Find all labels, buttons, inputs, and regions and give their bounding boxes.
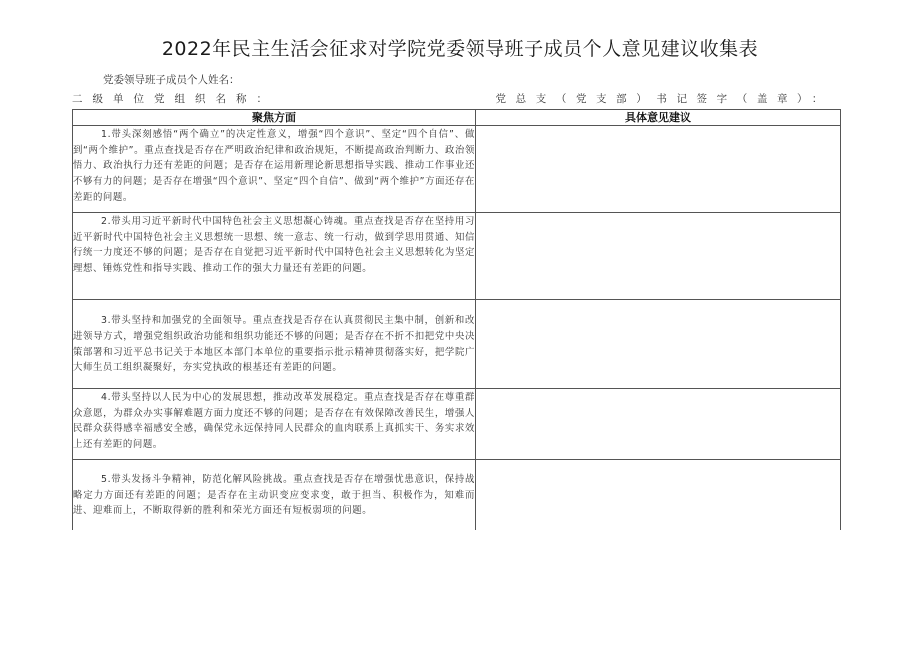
- focus-cell: [73, 213, 476, 300]
- focus-text: 1.带头深刻感悟“两个确立”的决定性意义，增强“四个意识”、坚定“四个自信”、做到“两个维护”。重点查找是否存在严明政治纪律和政治规矩，不断提高政治判断力、政治领悟力、政治执行力还有差距的问题；是否存在运用新理论新思想指导实践、推动工作事业还不够有力的问题；是否存在增强“四个意识”、坚定“四个自信”、做到“两个维护”方面还存在差距的问题。: [73, 129, 475, 203]
- focus-text: 2.带头用习近平新时代中国特色社会主义思想凝心铸魂。重点查找是否存在坚持用习近平新时代中国特色社会主义思想统一思想、统一意志、统一行动，做到学思用贯通、知信行统一力度还不够的问题；是否存在自觉把习近平新时代中国特色社会主义思想转化为坚定理想、锤炼党性和指导实践、推动工作的强大力量还有差距的问题。: [73, 216, 475, 275]
- meta-row: [72, 91, 832, 107]
- focus-text: 4.带头坚持以人民为中心的发展思想，推动改革发展稳定。重点查找是否存在尊重群众意愿，为群众办实事解难题方面力度还不够的问题；是否存在有效保障改善民生，增强人民群众获得感幸福感安全感，确保党永远保持同人民群众的血肉联系上真抓实干、务实求效上还有差距的问题。: [73, 392, 475, 451]
- suggestion-cell[interactable]: [476, 389, 841, 460]
- opinion-table: [72, 109, 841, 530]
- suggestion-cell[interactable]: [476, 300, 841, 389]
- focus-text: 3.带头坚持和加强党的全面领导。重点查找是否存在认真贯彻民主集中制，创新和改进领导方式，增强党组织政治功能和组织功能还不够的问题；是否存在不折不扣把党中央决策部署和习近平总书记关于本地区本部门本单位的重要指示批示精神贯彻落实好，把学院广大师生员工组织凝聚好，夯实党执政的根基还有差距的问题。: [73, 315, 475, 374]
- member-name-label: 党委领导班子成员个人姓名：: [103, 74, 240, 86]
- suggestion-cell[interactable]: [476, 126, 841, 213]
- focus-cell: [73, 126, 476, 213]
- focus-text: 5.带头发扬斗争精神，防范化解风险挑战。重点查找是否存在增强忧患意识，保持战略定力方面还有差距的问题；是否存在主动识变应变求变，敢于担当、积极作为，知难而进、迎难而上，不断取得新的胜利和荣光方面还有短板弱项的问题。: [73, 473, 475, 517]
- table-row: [73, 126, 841, 213]
- focus-cell: [73, 389, 476, 460]
- table-row: [73, 300, 841, 389]
- focus-cell: [73, 460, 476, 531]
- unit-name-label: 二级单位党组织名称：: [72, 93, 277, 105]
- page-title: 2022年民主生活会征求对学院党委领导班子成员个人意见建议收集表: [161, 38, 759, 60]
- focus-cell: [73, 300, 476, 389]
- header-focus: 聚焦方面: [73, 110, 476, 126]
- suggestion-cell[interactable]: [476, 213, 841, 300]
- secretary-sign-label: 党总支（党支部）书记签字（盖章）：: [495, 93, 832, 105]
- suggestion-cell[interactable]: [476, 460, 841, 531]
- table-row: [73, 389, 841, 460]
- table-row: [73, 213, 841, 300]
- header-suggestion: 具体意见建议: [476, 110, 841, 126]
- table-row: [73, 460, 841, 531]
